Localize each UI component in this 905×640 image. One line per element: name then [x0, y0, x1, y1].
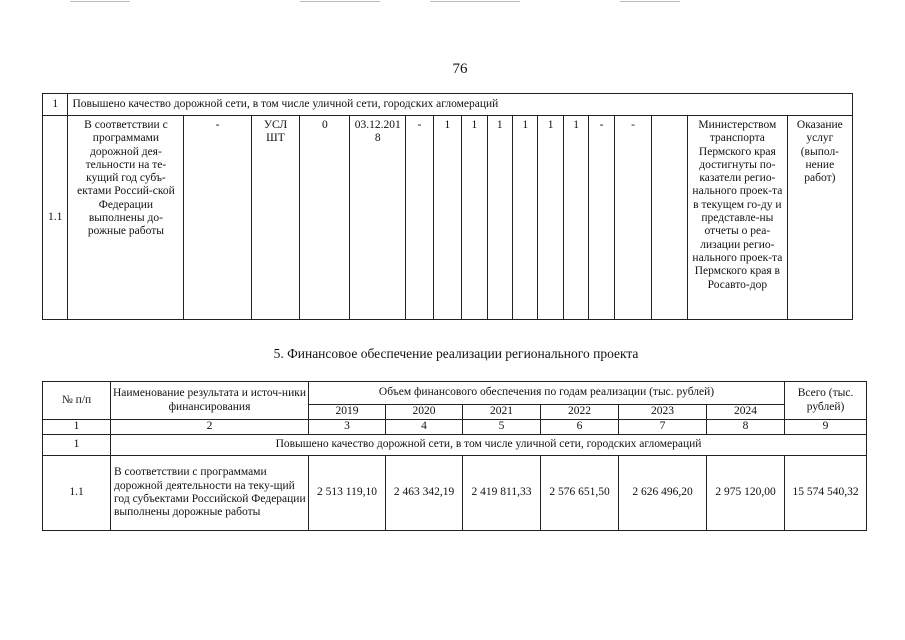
column-index: 4 [386, 420, 463, 435]
unit-cell: УСЛ ШТ [251, 116, 300, 320]
year-value: 2 513 119,10 [309, 456, 386, 531]
year-header: 2021 [463, 405, 541, 420]
section-title: Повышено качество дорожной сети, в том числе уличной сети, городских агломераций [68, 94, 853, 116]
year-header: 2020 [386, 405, 463, 420]
table-row [43, 456, 867, 531]
base-date-cell: 03.12.2018 [350, 116, 406, 320]
column-index: 7 [619, 420, 707, 435]
header-row [43, 382, 867, 405]
year-value: 2 975 120,00 [707, 456, 785, 531]
page-number: 76 [452, 61, 468, 77]
financing-table [42, 381, 867, 531]
year-value: 2 576 651,50 [541, 456, 619, 531]
year-header: 2024 [707, 405, 785, 420]
top-scan-line [430, 1, 520, 2]
value-cell: 1 [563, 116, 588, 320]
column-index: 6 [541, 420, 619, 435]
row-number: 1.1 [43, 456, 111, 531]
header-volume: Объем финансового обеспечения по годам реализации (тыс. рублей) [309, 382, 785, 405]
year-header: 2023 [619, 405, 707, 420]
table-row [43, 116, 853, 320]
section-row [43, 435, 867, 456]
value-cell: 1 [462, 116, 487, 320]
column-index-row [43, 420, 867, 435]
value-cell: 1 [433, 116, 461, 320]
section-number: 1 [43, 94, 68, 116]
year-value: 2 463 342,19 [386, 456, 463, 531]
financing-section-title: 5. Финансовое обеспечение реализации регионального проекта [273, 346, 639, 361]
column-index: 9 [785, 420, 867, 435]
top-scan-line [70, 1, 130, 2]
row-number: 1.1 [43, 116, 68, 320]
value-cell: 1 [513, 116, 538, 320]
base-value-cell: 0 [300, 116, 350, 320]
header-number: № п/п [43, 382, 111, 420]
column-index: 8 [707, 420, 785, 435]
year-value: 2 626 496,20 [619, 456, 707, 531]
value-cell: - [589, 116, 614, 320]
column-index: 5 [463, 420, 541, 435]
type-cell: - [184, 116, 251, 320]
value-cell: - [614, 116, 652, 320]
result-cell: В соответствии с программами дорожной дея-тельности на те-кущий год субъ-ектами Россий-ской Федерации выполнены до-рожные работы [68, 116, 184, 320]
results-table [42, 93, 853, 320]
empty-cell [652, 116, 688, 320]
header-name: Наименование результата и источ-ники финансирования [111, 382, 309, 420]
top-scan-line [300, 1, 380, 2]
header-total: Всего (тыс. рублей) [785, 382, 867, 420]
column-index: 1 [43, 420, 111, 435]
year-value: 2 419 811,33 [463, 456, 541, 531]
top-scan-line [620, 1, 680, 2]
year-header: 2019 [309, 405, 386, 420]
total-value: 15 574 540,32 [785, 456, 867, 531]
kind-cell: Оказание услуг (выпол-нение работ) [787, 116, 852, 320]
result-name: В соответствии с программами дорожной деятельности на теку-щий год субъектами Российской Федерации выполнены дорожные работы [111, 456, 309, 531]
value-cell: 1 [487, 116, 512, 320]
year-header: 2022 [541, 405, 619, 420]
column-index: 3 [309, 420, 386, 435]
section-number: 1 [43, 435, 111, 456]
column-index: 2 [111, 420, 309, 435]
value-cell: - [406, 116, 433, 320]
section-row [43, 94, 853, 116]
value-cell: 1 [538, 116, 563, 320]
section-title: Повышено качество дорожной сети, в том числе уличной сети, городских агломераций [111, 435, 867, 456]
document-cell: Министерством транспорта Пермского края достигнуты по-казатели регио-нального проек-та в текущем го-ду и представле-ны отчеты о реа-лизации регио-нального проек-та Пермского края в Росавто-дор [688, 116, 788, 320]
